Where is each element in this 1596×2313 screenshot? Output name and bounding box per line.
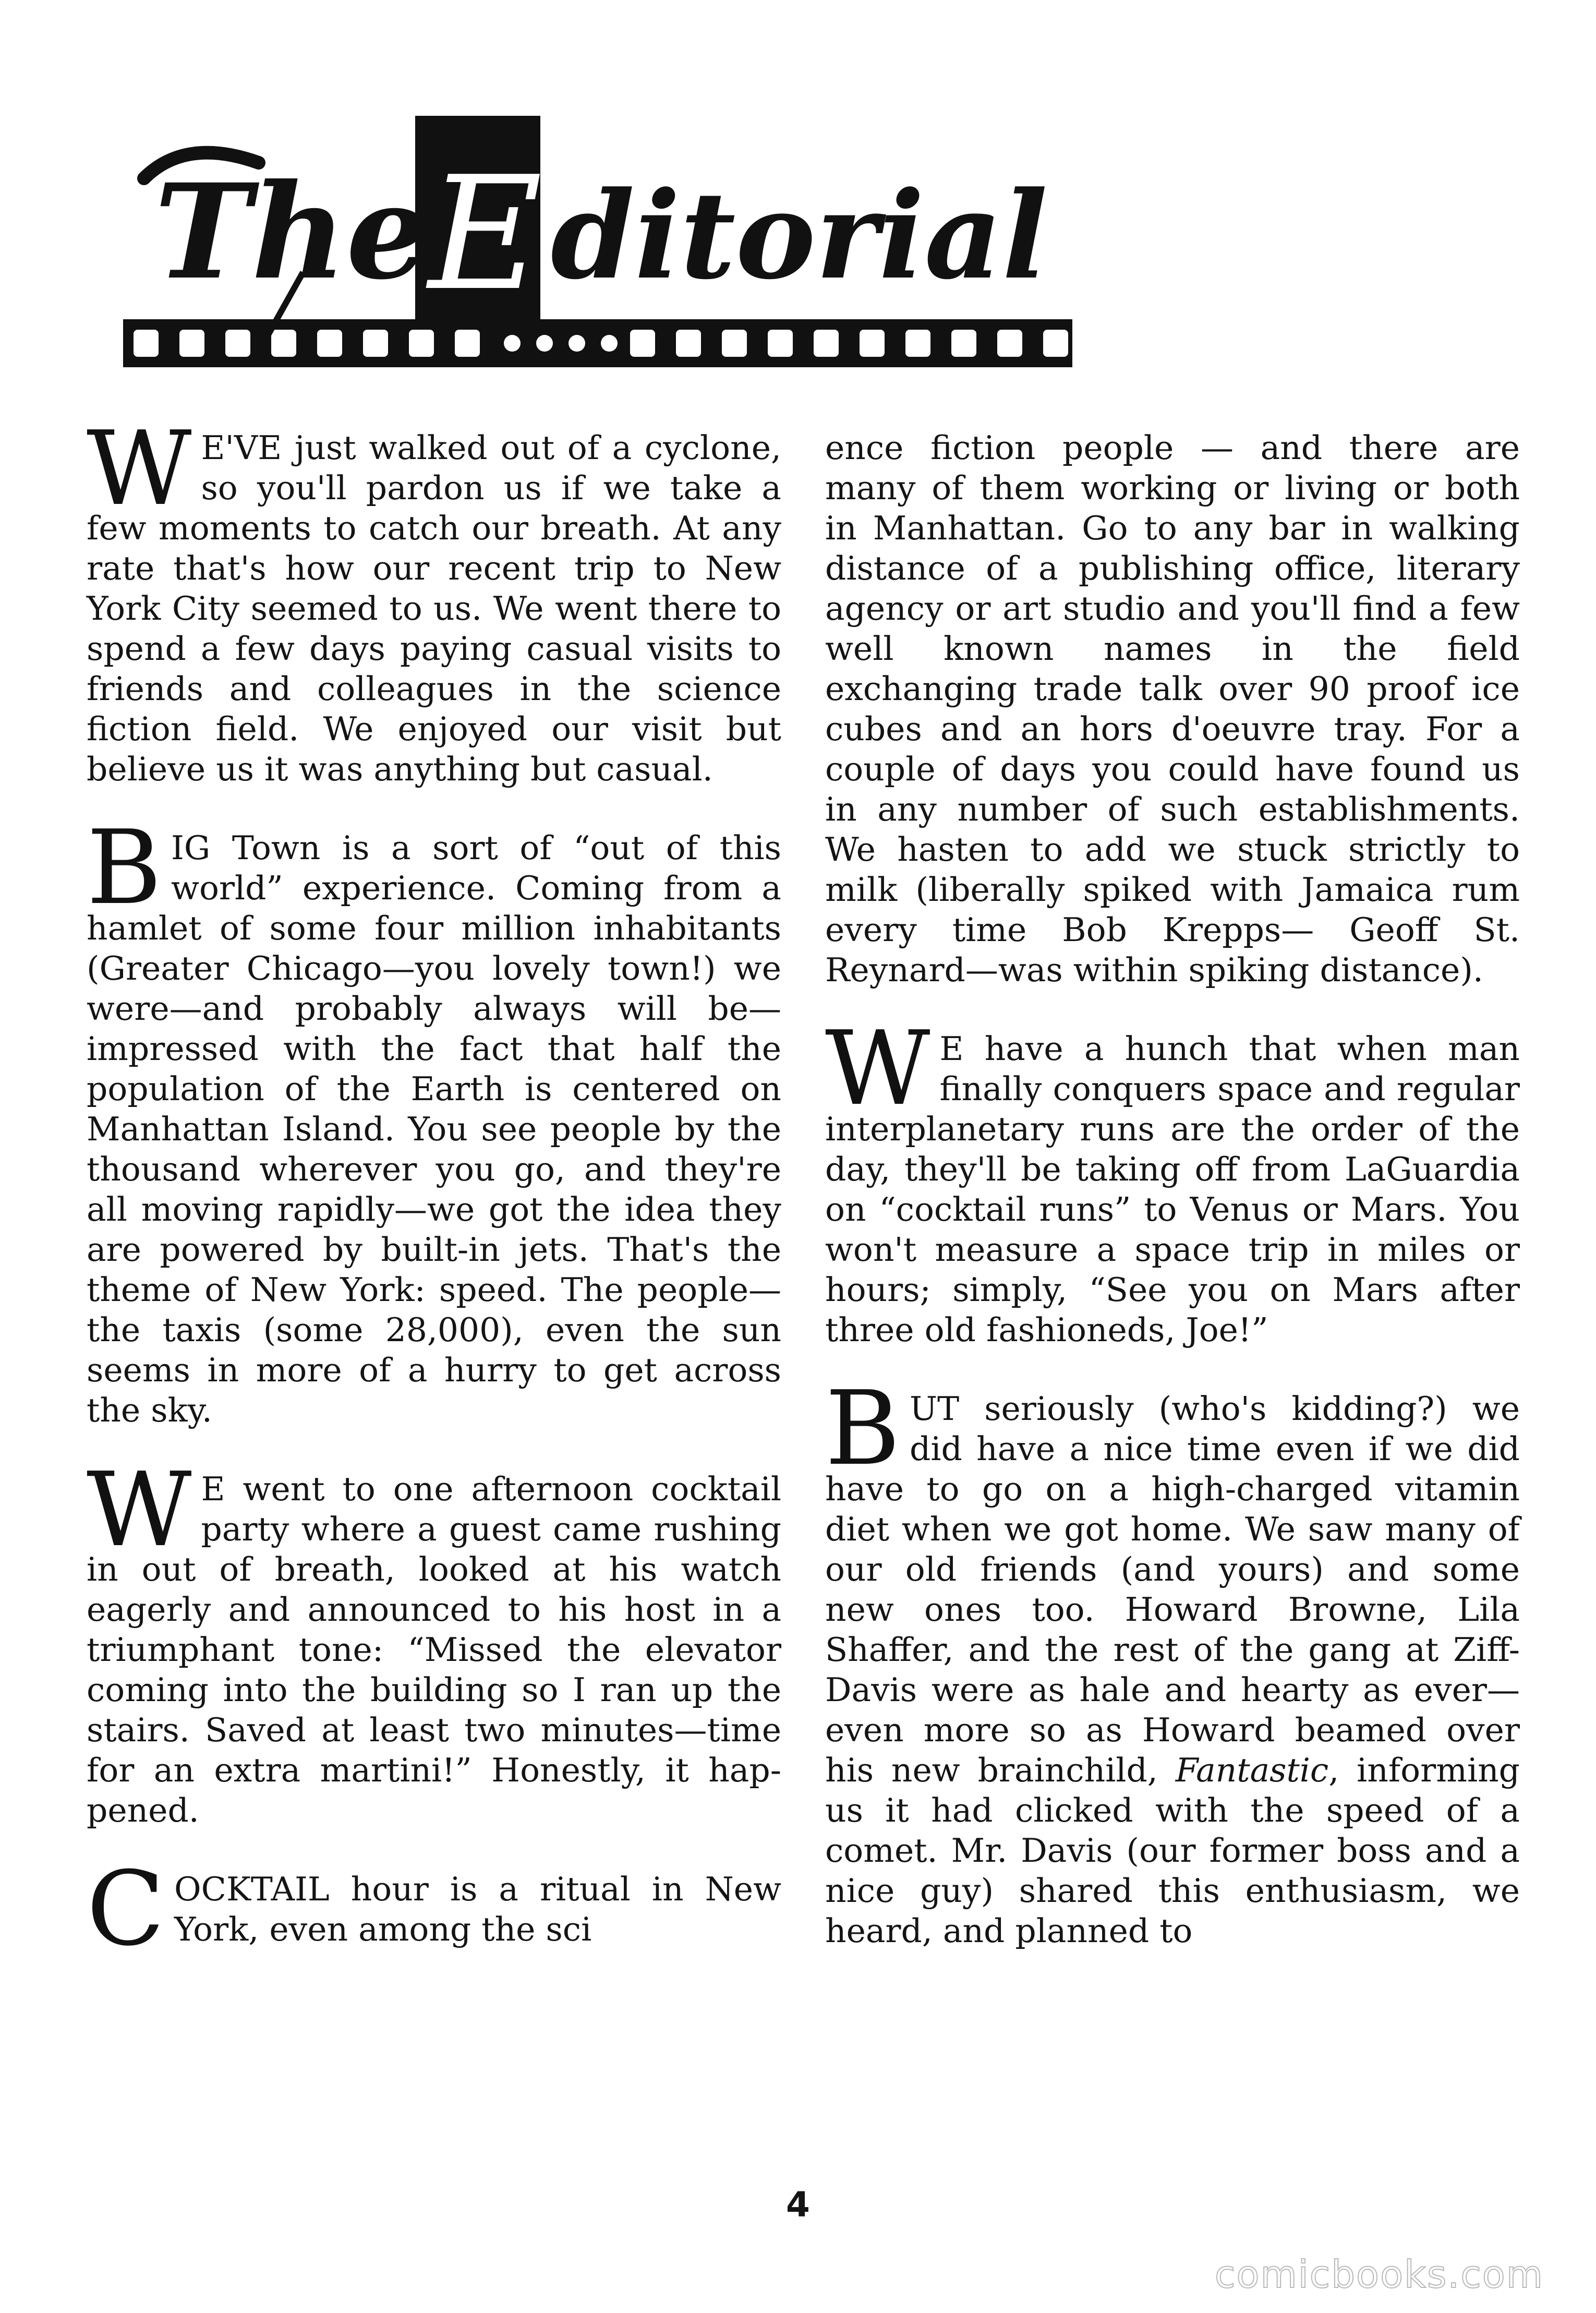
film-strip-hole — [363, 330, 388, 357]
film-strip-hole — [768, 330, 793, 357]
film-strip-holes — [134, 330, 1160, 357]
paragraph-text-part-1: OCKTAIL hour is a ritual in New York, even among the sci — [174, 1870, 781, 1948]
paragraph-1 — [87, 409, 781, 789]
film-strip-dot — [601, 335, 618, 352]
paragraph-text: IG Town is a sort of “out of this world” experience. Coming from a hamlet of some four million inhabitants (Greater Chicago—you lovely town!) we were—and probably always will be—impressed with the fact that half the population of the Earth is centered on Manhattan Island. You see people by the thousand wherever you go, and they're all moving rapidly—we got the idea they are powered by built-in jets. That's the theme of New York: speed. The people—the taxis (some 28,000), even the sun seems in more of a hurry to get across the sky. — [87, 829, 781, 1429]
masthead-artwork — [123, 116, 1072, 387]
paragraph-4-start — [87, 1850, 781, 1969]
drop-cap: C — [87, 1850, 165, 1969]
film-strip-hole — [1135, 330, 1160, 357]
drop-cap: W — [825, 1009, 930, 1128]
film-strip-hole — [676, 330, 701, 357]
film-strip-hole — [951, 330, 976, 357]
title-left: The — [154, 155, 429, 308]
paragraph-text: E have a hunch that when man finally conquers space and regular interplanetary runs are the order of the day, they'll be taking off from LaGuardia on “cocktail runs” to Venus or Mars. You won't measure a space trip in miles or hours; simply, “See you on Mars after three old fashioneds, Joe!” — [825, 1030, 1520, 1349]
page-number: 4 — [786, 2185, 810, 2225]
film-strip-hole — [455, 330, 480, 357]
film-strip-hole — [630, 330, 655, 357]
film-strip-dot — [536, 335, 553, 352]
film-strip-hole — [1089, 330, 1114, 357]
paragraph-text: E went to one afternoon cocktail party where a guest came rushing in out of breath, looked at his watch eagerly and announced to his host in a triumphant tone: “Missed the elevator coming into the building so I ran up the stairs. Saved at least two minutes—time for an extra martini!” Honestly, it happened. — [87, 1470, 781, 1829]
film-strip-hole — [225, 330, 250, 357]
paragraph-4-continued — [825, 428, 1520, 990]
film-strip-hole — [134, 330, 159, 357]
film-strip-hole — [905, 330, 930, 357]
paragraph-6 — [825, 1369, 1520, 1951]
paragraph-text-part-2: ence fiction people — and there are many of them working or living or both in Manhattan. Go to any bar in walking distance of a publishing office, literary agency or art studio and you'll find a few well known names in the field exchanging trade talk over 90 proof ice cubes and an hors d'oeuvre tray. For a couple of days you could have found us in any number of such establishments. We hasten to add we stuck strictly to milk (liberally spiked with Jamaica rum every time Bob Krepps— Geoff St. Reynard—was within spiking distance). — [825, 429, 1520, 989]
film-strip-hole — [271, 330, 296, 357]
film-strip-hole — [1043, 330, 1068, 357]
column-left — [87, 409, 781, 1969]
drop-cap: B — [87, 809, 162, 927]
film-strip-hole — [997, 330, 1022, 357]
title-right: ditorial — [551, 165, 1048, 306]
film-strip-dot — [569, 335, 585, 352]
drop-cap: B — [825, 1369, 901, 1488]
film-strip-hole — [814, 330, 839, 357]
paragraph-3 — [87, 1451, 781, 1830]
film-strip-hole — [179, 330, 204, 357]
paragraph-5 — [825, 1009, 1520, 1350]
editorial-masthead — [123, 116, 1072, 387]
film-strip-hole — [722, 330, 747, 357]
paragraph-text: , informing us it had clicked with the speed of a comet. Mr. Davis (our former boss and a nice guy) shared this enthusiasm, we heard, and planned to — [825, 1751, 1520, 1950]
paragraph-text: E'VE just walked out of a cyclone, so you'll pardon us if we take a few moments to catch our breath. At any rate that's how our recent trip to New York City seemed to us. We went there to spend a few days paying casual visits to friends and colleagues in the science fiction field. We enjoyed our visit but believe us it was anything but casual. — [87, 429, 781, 788]
film-strip-dot — [504, 335, 521, 352]
film-strip-hole — [317, 330, 342, 357]
watermark: comicbooks.com — [1214, 2252, 1544, 2296]
drop-cap: W — [87, 409, 192, 528]
paragraph-2 — [87, 809, 781, 1430]
title-initial: E — [428, 143, 542, 325]
column-right — [825, 428, 1520, 1951]
film-strip-hole — [860, 330, 885, 357]
magazine-title: Fantastic — [1175, 1751, 1329, 1789]
drop-cap: W — [87, 1451, 192, 1570]
paragraph-text: UT seriously (who's kidding?) we did have a nice time even if we did have to go on a high-charged vitamin diet when we got home. We saw many of our old friends (and yours) and some new ones too. Howard Browne, Lila Shaffer, and the rest of the gang at Ziff-Davis were as hale and hearty as ever—even more so as Howard beamed over his new brainchild, — [825, 1390, 1520, 1789]
film-strip-hole — [409, 330, 434, 357]
